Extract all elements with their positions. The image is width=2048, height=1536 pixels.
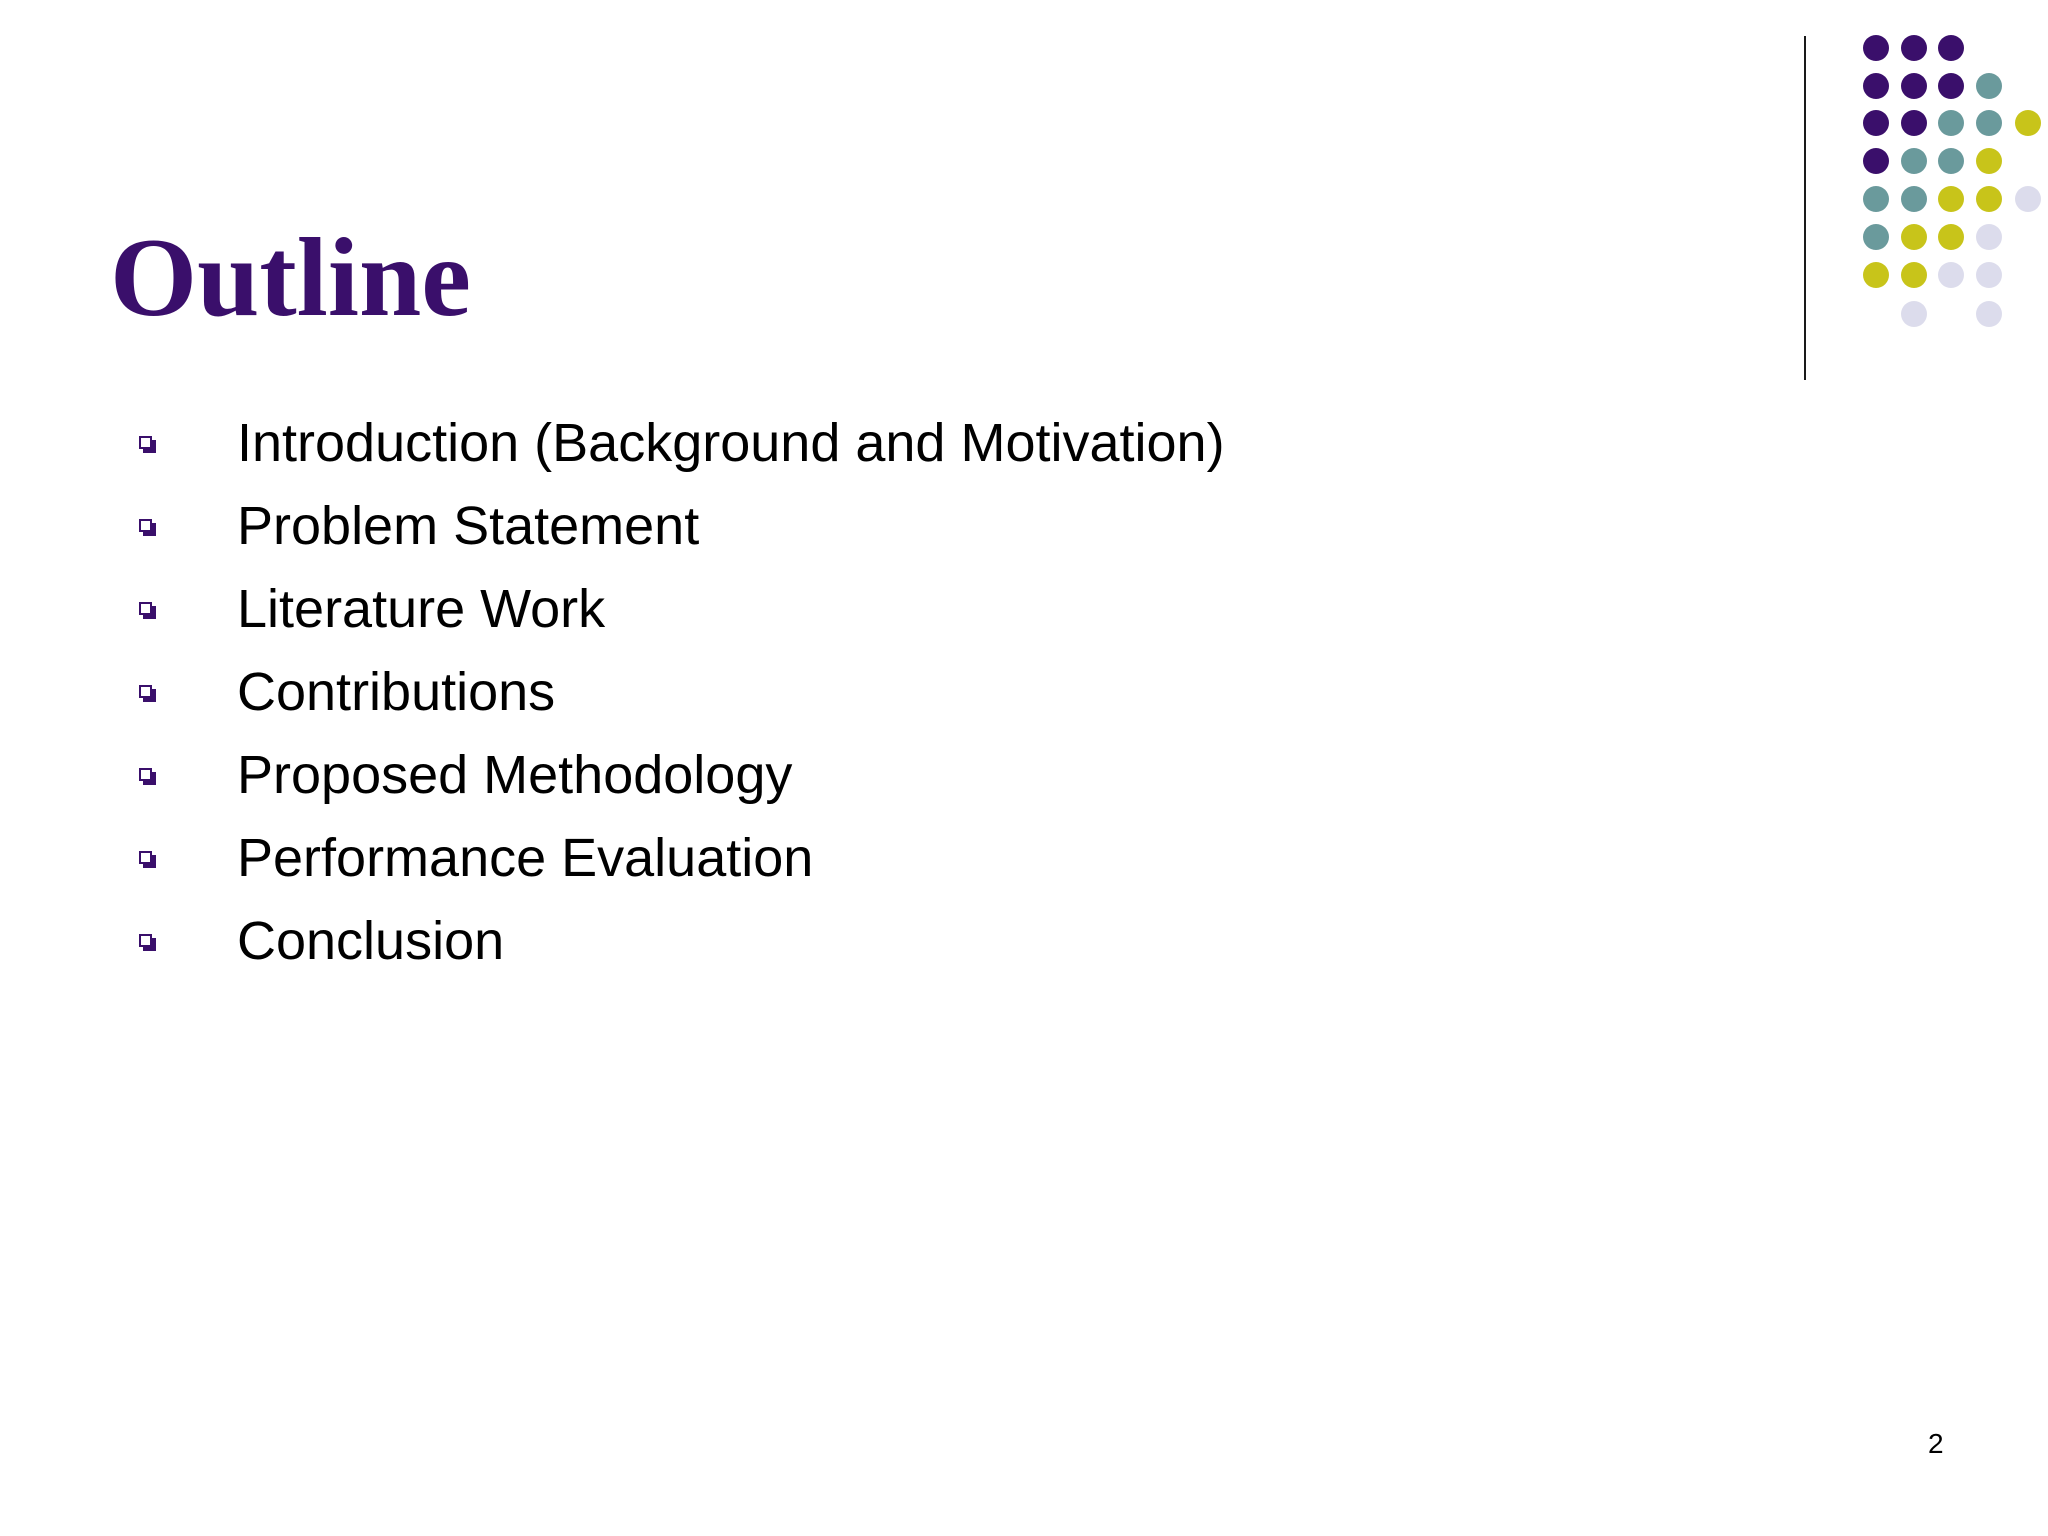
decorative-dot [1863, 262, 1889, 288]
decorative-dot [2015, 186, 2041, 212]
decorative-dot [1901, 224, 1927, 250]
decorative-dot [1863, 148, 1889, 174]
decorative-dot [1976, 262, 2002, 288]
decorative-dot [1938, 148, 1964, 174]
page-number: 2 [1928, 1428, 1944, 1459]
hollow-square-bullet-icon [139, 934, 156, 951]
outline-item [0, 657, 1400, 740]
outline-item [0, 491, 1400, 574]
outline-item-label: Contributions [237, 662, 556, 722]
outline-item [0, 574, 1400, 657]
outline-item [0, 408, 1400, 491]
decorative-dot [1901, 301, 1927, 327]
decorative-dot [1901, 110, 1927, 136]
decorative-dot [1938, 262, 1964, 288]
outline-item-label: Conclusion [237, 911, 505, 971]
outline-item-label: Introduction (Background and Motivation) [237, 413, 1225, 473]
decorative-divider-line [1804, 36, 1806, 380]
hollow-square-bullet-icon [139, 602, 156, 619]
decorative-dot [1976, 110, 2002, 136]
outline-item-label: Performance Evaluation [237, 828, 814, 888]
decorative-dot [1976, 301, 2002, 327]
slide-title: Outline [110, 216, 471, 340]
decorative-dot [1863, 186, 1889, 212]
decorative-dot [1901, 35, 1927, 61]
decorative-dot [1976, 73, 2002, 99]
hollow-square-bullet-icon [139, 685, 156, 702]
outline-item-label: Literature Work [237, 579, 606, 639]
outline-item [0, 906, 1400, 989]
decorative-dot [1938, 35, 1964, 61]
hollow-square-bullet-icon [139, 851, 156, 868]
decorative-dot [1863, 110, 1889, 136]
outline-item-label: Problem Statement [237, 496, 700, 556]
decorative-dot [1863, 73, 1889, 99]
decorative-dot [1938, 186, 1964, 212]
decorative-dot [1863, 35, 1889, 61]
hollow-square-bullet-icon [139, 519, 156, 536]
decorative-dot [1863, 224, 1889, 250]
decorative-dot [1901, 148, 1927, 174]
decorative-dot [1938, 110, 1964, 136]
hollow-square-bullet-icon [139, 436, 156, 453]
decorative-dot [1901, 73, 1927, 99]
decorative-dot [1938, 224, 1964, 250]
outline-item-label: Proposed Methodology [237, 745, 793, 805]
outline-item [0, 740, 1400, 823]
decorative-dot [1901, 186, 1927, 212]
decorative-dot [2015, 110, 2041, 136]
decorative-dot [1976, 148, 2002, 174]
decorative-dot [1938, 73, 1964, 99]
hollow-square-bullet-icon [139, 768, 156, 785]
decorative-dot [1901, 262, 1927, 288]
outline-list [0, 408, 1400, 989]
outline-item [0, 823, 1400, 906]
decorative-dot [1976, 186, 2002, 212]
decorative-dot [1976, 224, 2002, 250]
